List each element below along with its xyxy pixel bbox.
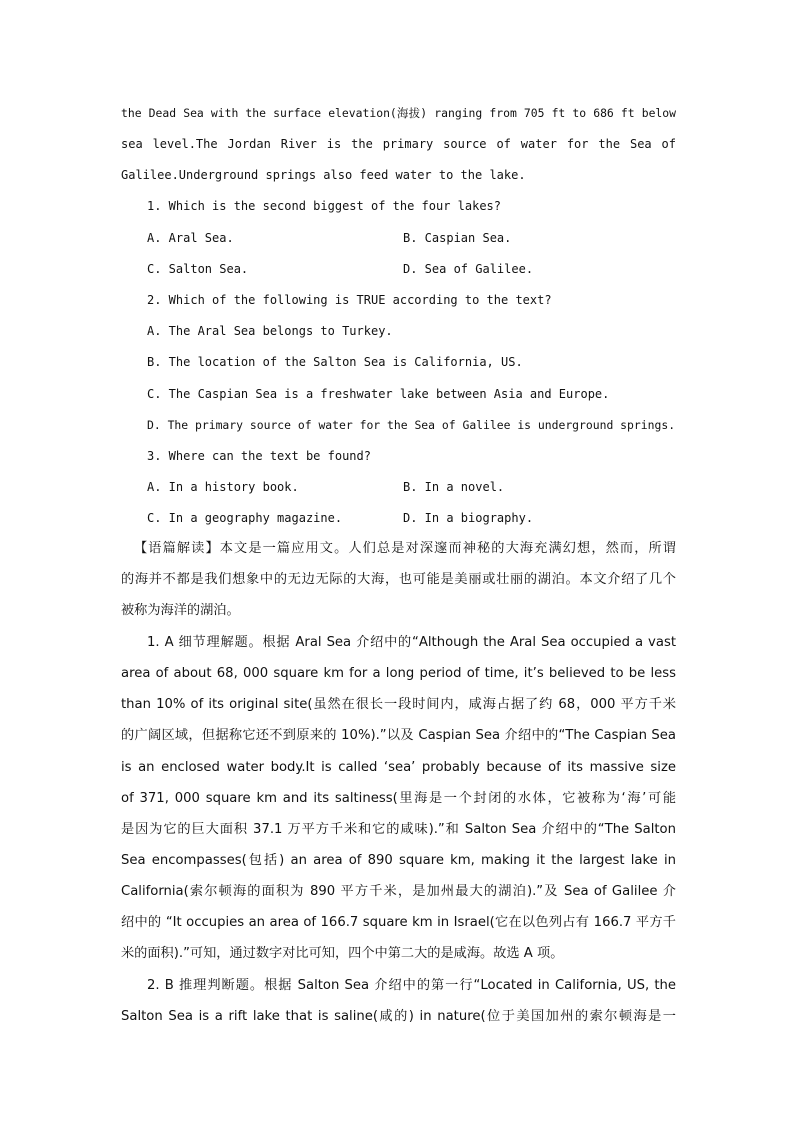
answer-1-line-4: 的广阔区域，但据称它还不到原来的 10%).”以及 Caspian Sea 介绍中的“The Caspian Sea [121,728,676,743]
question-2-stem: 2. Which of the following is TRUE according to the text? [147,293,552,307]
question-1-options-row-2 [147,261,676,277]
question-1-option-c: C. Salton Sea. [147,262,249,276]
answer-1-line-1: 1. A 细节理解题。根据 Aral Sea 介绍中的“Although the Aral Sea occupied a vast [147,635,676,650]
answer-1-line-8: Sea encompasses(包括) an area of 890 square km, making it the largest lake in [121,853,676,868]
answer-1-line-2: area of about 68, 000 square km for a long period of time, it’s believed to be less [121,666,676,681]
passage-line-3: Galilee.Underground springs also feed water to the lake. [121,168,526,182]
answer-2-line-2: Salton Sea is a rift lake that is saline(咸的) in nature(位于美国加州的索尔顿海是一 [121,1009,676,1024]
answer-1-line-5: is an enclosed water body.It is called ‘sea’ probably because of its massive size [121,760,676,775]
analysis-line-1: 【语篇解读】本文是一篇应用文。人们总是对深邃而神秘的大海充满幻想，然而，所谓 [134,541,676,556]
question-3-stem: 3. Where can the text be found? [147,449,371,463]
question-3-option-a: A. In a history book. [147,480,299,494]
passage-line-1: the Dead Sea with the surface elevation(海拔) ranging from 705 ft to 686 ft below [121,106,676,120]
analysis-line-2: 的海并不都是我们想象中的无边无际的大海，也可能是美丽或壮丽的湖泊。本文介绍了几个 [121,572,676,587]
question-2-option-b: B. The location of the Salton Sea is California, US. [147,355,523,369]
question-2-option-d: D. The primary source of water for the Sea of Galilee is underground springs. [147,418,676,432]
answer-1-line-11: 米的面积).”可知，通过数字对比可知，四个中第二大的是咸海。故选 A 项。 [121,946,564,961]
analysis-line-3: 被称为海洋的湖泊。 [121,603,240,618]
question-2-option-c: C. The Caspian Sea is a freshwater lake between Asia and Europe. [147,387,610,401]
answer-1-line-10: 绍中的 “It occupies an area of 166.7 square km in Israel(它在以色列占有 166.7 平方千 [121,915,676,930]
question-1-options-row-1 [147,230,676,246]
question-3-option-b: B. In a novel. [403,480,505,494]
answer-1-line-7: 是因为它的巨大面积 37.1 万平方千米和它的咸味).”和 Salton Sea 介绍中的“The Salton [121,822,676,837]
question-3-option-d: D. In a biography. [403,511,534,525]
question-2-option-a: A. The Aral Sea belongs to Turkey. [147,324,393,338]
answer-2-line-1: 2. B 推理判断题。根据 Salton Sea 介绍中的第一行“Located in California, US, the [147,978,676,993]
question-3-options-row-1 [147,479,676,495]
question-1-stem: 1. Which is the second biggest of the four lakes? [147,199,502,213]
question-1-option-b: B. Caspian Sea. [403,231,512,245]
answer-1-line-9: California(索尔顿海的面积为 890 平方千米，是加州最大的湖泊).”及 Sea of Galilee 介 [121,884,676,899]
question-1-option-d: D. Sea of Galilee. [403,262,534,276]
question-1-option-a: A. Aral Sea. [147,231,234,245]
answer-1-line-3: than 10% of its original site(虽然在很长一段时间内，咸海占据了约 68，000 平方千米 [121,697,676,712]
question-3-option-c: C. In a geography magazine. [147,511,343,525]
passage-line-2: sea level.The Jordan River is the primary source of water for the Sea of [121,137,676,151]
answer-1-line-6: of 371, 000 square km and its saltiness(里海是一个封闭的水体，它被称为‘海’可能 [121,791,676,806]
question-3-options-row-2 [147,510,676,526]
